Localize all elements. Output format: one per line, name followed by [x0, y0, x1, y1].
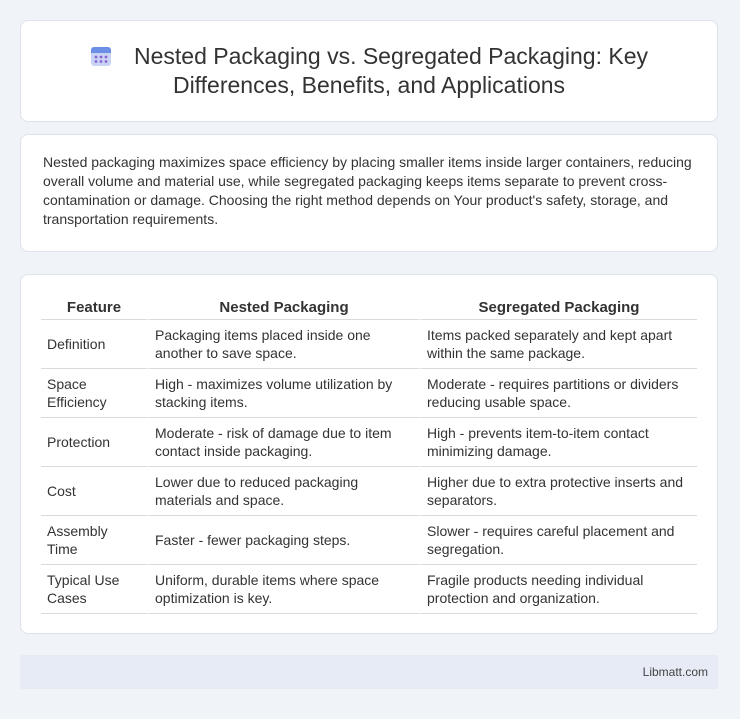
intro-card	[20, 134, 718, 252]
feature-cell: Assembly Time	[41, 516, 147, 565]
comparison-table	[41, 295, 697, 614]
table-row	[41, 565, 697, 614]
header-nested: Nested Packaging	[147, 295, 419, 320]
feature-cell: Cost	[41, 467, 147, 516]
intro-text: Nested packaging maximizes space efficiency by placing smaller items inside larger containers, reducing overall volume and material use, while segregated packaging keeps items separate to prevent cross-contamination or damage. Choosing the right method depends on Your product's safety, storage, and transportation requirements.	[43, 154, 692, 227]
segregated-cell: Fragile products needing individual protection and organization.	[419, 565, 697, 614]
segregated-cell: Items packed separately and kept apart within the same package.	[419, 320, 697, 369]
nested-cell: Faster - fewer packaging steps.	[147, 516, 419, 565]
nested-cell: High - maximizes volume utilization by stacking items.	[147, 369, 419, 418]
feature-cell: Typical Use Cases	[41, 565, 147, 614]
page-title-wrap	[21, 42, 717, 100]
table-row	[41, 516, 697, 565]
calendar-icon	[90, 45, 112, 67]
table-row	[41, 369, 697, 418]
footer	[20, 655, 718, 689]
nested-cell: Lower due to reduced packaging materials and space.	[147, 467, 419, 516]
title-card	[20, 20, 718, 122]
header-segregated: Segregated Packaging	[419, 295, 697, 320]
segregated-cell: Slower - requires careful placement and segregation.	[419, 516, 697, 565]
feature-cell: Protection	[41, 418, 147, 467]
segregated-cell: Moderate - requires partitions or dividers reducing usable space.	[419, 369, 697, 418]
table-row	[41, 320, 697, 369]
segregated-cell: High - prevents item-to-item contact minimizing damage.	[419, 418, 697, 467]
table-card	[20, 274, 718, 634]
footer-brand[interactable]: Libmatt.com	[642, 665, 708, 679]
feature-cell: Space Efficiency	[41, 369, 147, 418]
segregated-cell: Higher due to extra protective inserts and separators.	[419, 467, 697, 516]
table-row	[41, 467, 697, 516]
nested-cell: Uniform, durable items where space optimization is key.	[147, 565, 419, 614]
nested-cell: Moderate - risk of damage due to item contact inside packaging.	[147, 418, 419, 467]
nested-cell: Packaging items placed inside one another to save space.	[147, 320, 419, 369]
table-header-row	[41, 295, 697, 320]
table-row	[41, 418, 697, 467]
header-feature: Feature	[41, 295, 147, 320]
page-title: Nested Packaging vs. Segregated Packaging: Key Differences, Benefits, and Applications	[134, 43, 648, 98]
feature-cell: Definition	[41, 320, 147, 369]
